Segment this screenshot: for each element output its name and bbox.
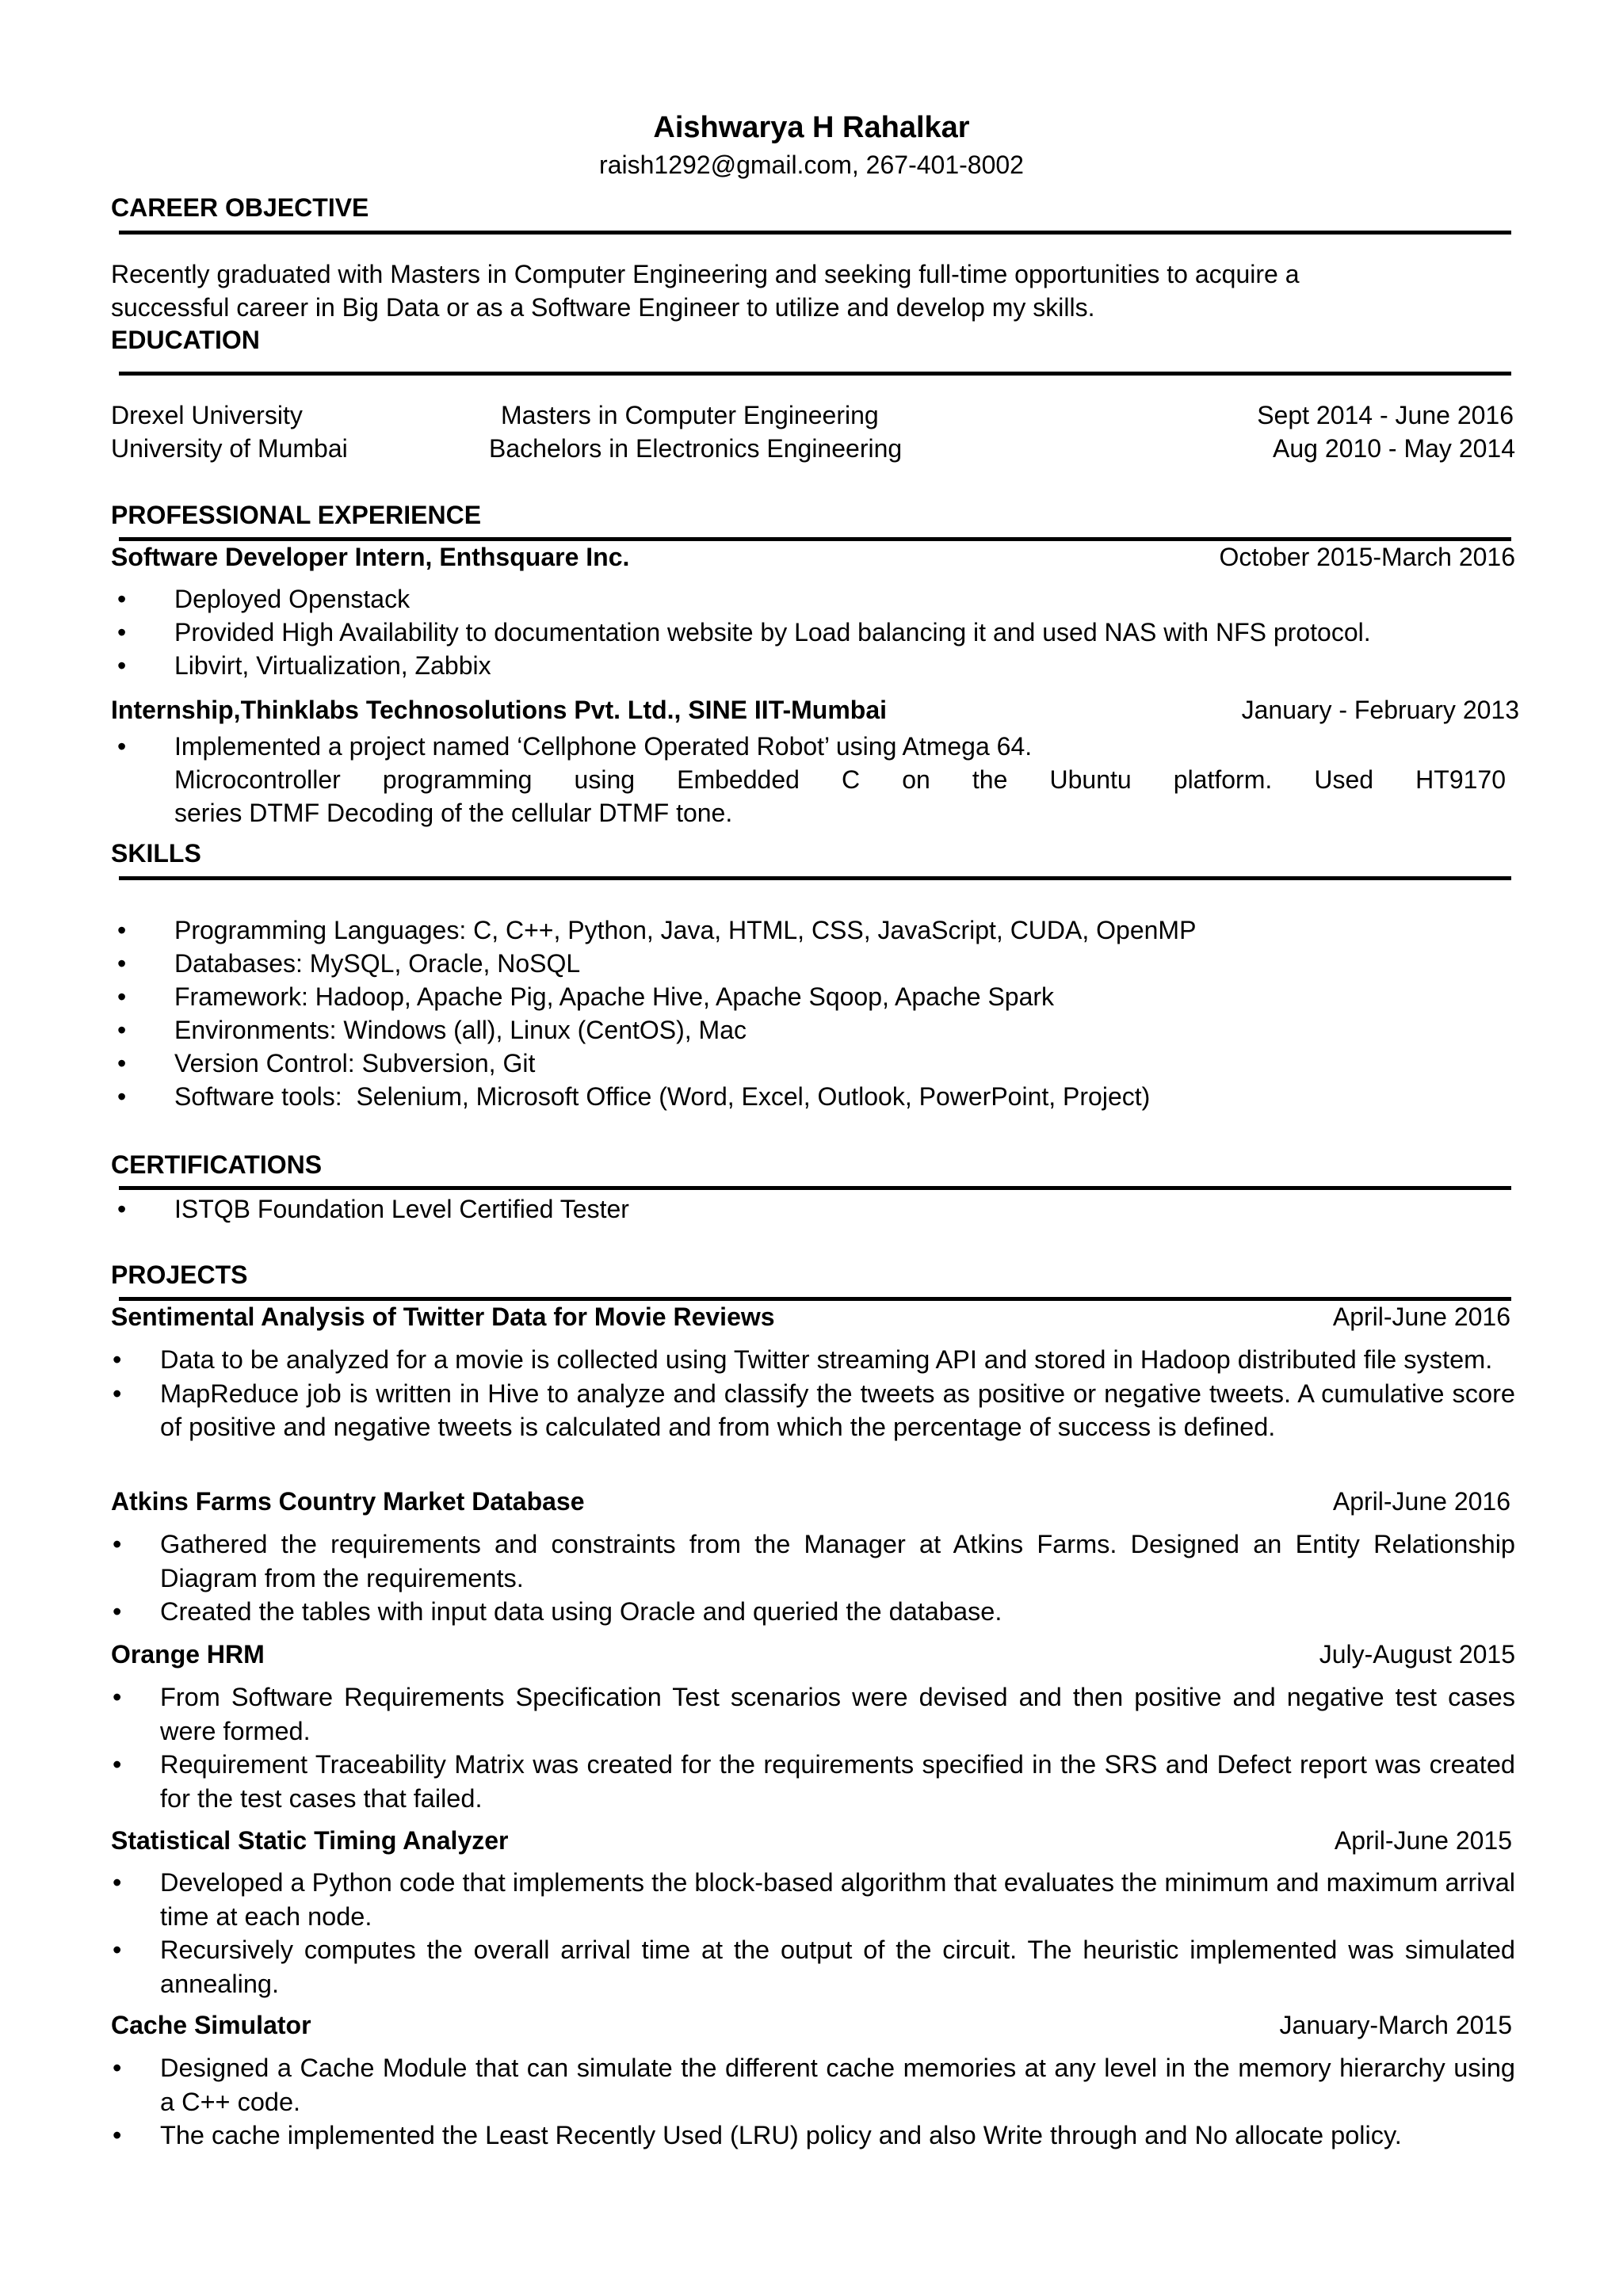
bullet-text: Created the tables with input data using Oracle and queried the database.	[160, 1597, 1002, 1626]
bullet-icon: •	[113, 1379, 122, 1408]
project-name: Orange HRM	[111, 1640, 265, 1669]
project-name: Cache Simulator	[111, 2011, 311, 2039]
job-role-prefix: Internship	[111, 696, 234, 724]
bullet-text: MapReduce job is written in Hive to analyze and classify the tweets as positive or negative tweets. A cumulative score of positive and negative tweets is calculated and from which the percentage of success is defined.	[160, 1379, 1515, 1441]
certifications-list	[111, 1192, 629, 1226]
bullet-icon: •	[117, 585, 127, 613]
bullet-icon: •	[117, 618, 127, 646]
project-name: Atkins Farms Country Market Database	[111, 1487, 585, 1516]
project-bullet-list	[111, 1680, 1515, 1815]
bullet-continuation: series DTMF Decoding of the cellular DTMF tone.	[174, 799, 733, 827]
list-item	[111, 1748, 1515, 1815]
bullet-icon: •	[113, 2054, 122, 2082]
list-item	[111, 1192, 629, 1226]
bullet-text: Data to be analyzed for a movie is collected using Twitter streaming API and stored in Hadoop distributed file system.	[160, 1345, 1493, 1374]
bullet-text: Requirement Traceability Matrix was created for the requirements specified in the SRS and Defect report was created for the test cases that failed.	[160, 1750, 1515, 1813]
section-divider	[119, 1186, 1511, 1190]
list-item	[111, 1047, 1196, 1080]
section-title-certifications: CERTIFICATIONS	[111, 1150, 323, 1179]
bullet-icon: •	[117, 1195, 127, 1223]
list-item	[111, 980, 1196, 1013]
job-bullet-list	[111, 582, 1371, 682]
bullet-icon: •	[113, 1868, 122, 1897]
project-name: Statistical Static Timing Analyzer	[111, 1826, 509, 1855]
list-item	[111, 649, 1371, 682]
bullet-text: Software tools: Selenium, Microsoft Office (Word, Excel, Outlook, PowerPoint, Project)	[174, 1082, 1151, 1111]
bullet-icon: •	[113, 1345, 122, 1374]
job-dates: October 2015-March 2016	[1219, 543, 1515, 571]
bullet-text: ISTQB Foundation Level Certified Tester	[174, 1195, 629, 1223]
bullet-text: Recursively computes the overall arrival time at the output of the circuit. The heuristic implemented was simulated annealing.	[160, 1936, 1515, 1998]
project-dates: July-August 2015	[1319, 1640, 1515, 1669]
project-bullet-list	[111, 1866, 1515, 2000]
bullet-text: The cache implemented the Least Recently Used (LRU) policy and also Write through and No allocate policy.	[160, 2121, 1402, 2149]
list-item	[111, 1343, 1515, 1377]
project-bullet-list	[111, 1527, 1515, 1629]
bullet-text: Version Control: Subversion, Git	[174, 1049, 536, 1077]
bullet-text: Designed a Cache Module that can simulate the different cache memories at any level in the memory hierarchy using a C++ code.	[160, 2054, 1515, 2116]
education-school: Drexel University	[111, 401, 303, 429]
section-title-experience: PROFESSIONAL EXPERIENCE	[111, 501, 482, 529]
objective-line: Recently graduated with Masters in Computer Engineering and seeking full-time opportunities to acquire a	[111, 260, 1300, 288]
section-divider	[119, 876, 1511, 880]
candidate-name: Aishwarya H Rahalkar	[653, 111, 970, 144]
education-dates: Sept 2014 - June 2016	[1257, 401, 1514, 429]
bullet-icon: •	[113, 1530, 122, 1558]
job-bullet-list	[111, 730, 1032, 763]
list-item	[111, 616, 1371, 649]
job-role: Software Developer Intern, Enthsquare Inc.	[111, 543, 630, 571]
project-dates: April-June 2015	[1334, 1826, 1512, 1855]
bullet-text: From Software Requirements Specification Test scenarios were devised and then positive and negative test cases were formed.	[160, 1683, 1515, 1745]
bullet-icon: •	[113, 1683, 122, 1711]
bullet-text: Framework: Hadoop, Apache Pig, Apache Hive, Apache Sqoop, Apache Spark	[174, 982, 1055, 1011]
bullet-icon: •	[113, 1597, 122, 1626]
education-degree: Masters in Computer Engineering	[501, 401, 879, 429]
bullet-text: Databases: MySQL, Oracle, NoSQL	[174, 949, 581, 978]
project-bullet-list	[111, 1343, 1515, 1444]
bullet-text: Gathered the requirements and constraints from the Manager at Atkins Farms. Designed an Entity Relationship Diagram from the requirements.	[160, 1530, 1515, 1592]
list-item	[111, 1595, 1515, 1629]
list-item	[111, 1527, 1515, 1595]
project-dates: April-June 2016	[1332, 1487, 1510, 1516]
bullet-icon: •	[117, 1049, 127, 1077]
list-item	[111, 947, 1196, 980]
list-item	[111, 582, 1371, 616]
bullet-icon: •	[117, 1016, 127, 1044]
list-item	[111, 730, 1032, 763]
project-bullet-list	[111, 2051, 1515, 2153]
list-item	[111, 2051, 1515, 2119]
bullet-text: Provided High Availability to documentation website by Load balancing it and used NAS with NFS protocol.	[174, 618, 1371, 646]
section-divider	[119, 372, 1511, 376]
section-title-projects: PROJECTS	[111, 1261, 248, 1289]
bullet-icon: •	[117, 982, 127, 1011]
bullet-icon: •	[113, 2121, 122, 2149]
list-item	[111, 913, 1196, 947]
list-item	[111, 1866, 1515, 1933]
bullet-text: Deployed Openstack	[174, 585, 411, 613]
project-dates: January-March 2015	[1279, 2011, 1512, 2039]
bullet-text: Developed a Python code that implements the block-based algorithm that evaluates the minimum and maximum arrival time at each node.	[160, 1868, 1515, 1931]
job-role	[111, 693, 887, 727]
education-dates: Aug 2010 - May 2014	[1273, 434, 1515, 463]
bullet-icon: •	[113, 1750, 122, 1779]
section-title-career-objective: CAREER OBJECTIVE	[111, 193, 369, 222]
list-item	[111, 2119, 1515, 2153]
objective-line: successful career in Big Data or as a Software Engineer to utilize and develop my skills.	[111, 293, 1095, 322]
list-item	[111, 1013, 1196, 1047]
bullet-icon: •	[117, 1082, 127, 1111]
section-divider	[119, 231, 1511, 235]
list-item	[111, 1933, 1515, 2000]
bullet-icon: •	[117, 916, 127, 944]
section-title-education: EDUCATION	[111, 326, 260, 354]
contact-info: raish1292@gmail.com, 267-401-8002	[599, 151, 1024, 179]
bullet-text: Implemented a project named ‘Cellphone Operated Robot’ using Atmega 64.	[174, 732, 1033, 761]
list-item	[111, 1680, 1515, 1748]
bullet-text: Programming Languages: C, C++, Python, Java, HTML, CSS, JavaScript, CUDA, OpenMP	[174, 916, 1197, 944]
list-item	[111, 1080, 1196, 1113]
job-dates: January - February 2013	[1241, 696, 1519, 724]
education-school: University of Mumbai	[111, 434, 348, 463]
job-role-company: ,Thinklabs Technosolutions Pvt. Ltd., SINE IIT-Mumbai	[233, 696, 888, 724]
bullet-icon: •	[117, 949, 127, 978]
skills-list	[111, 913, 1196, 1113]
project-name: Sentimental Analysis of Twitter Data for Movie Reviews	[111, 1302, 775, 1331]
bullet-icon: •	[117, 732, 127, 761]
section-title-skills: SKILLS	[111, 839, 201, 868]
education-degree: Bachelors in Electronics Engineering	[489, 434, 903, 463]
bullet-text: Environments: Windows (all), Linux (CentOS), Mac	[174, 1016, 747, 1044]
project-dates: April-June 2016	[1332, 1302, 1510, 1331]
bullet-icon: •	[113, 1936, 122, 1964]
bullet-continuation: Microcontroller programming using Embedded C on the Ubuntu platform. Used HT9170	[174, 765, 1506, 794]
list-item	[111, 1377, 1515, 1444]
bullet-text: Libvirt, Virtualization, Zabbix	[174, 651, 491, 680]
bullet-icon: •	[117, 651, 127, 680]
